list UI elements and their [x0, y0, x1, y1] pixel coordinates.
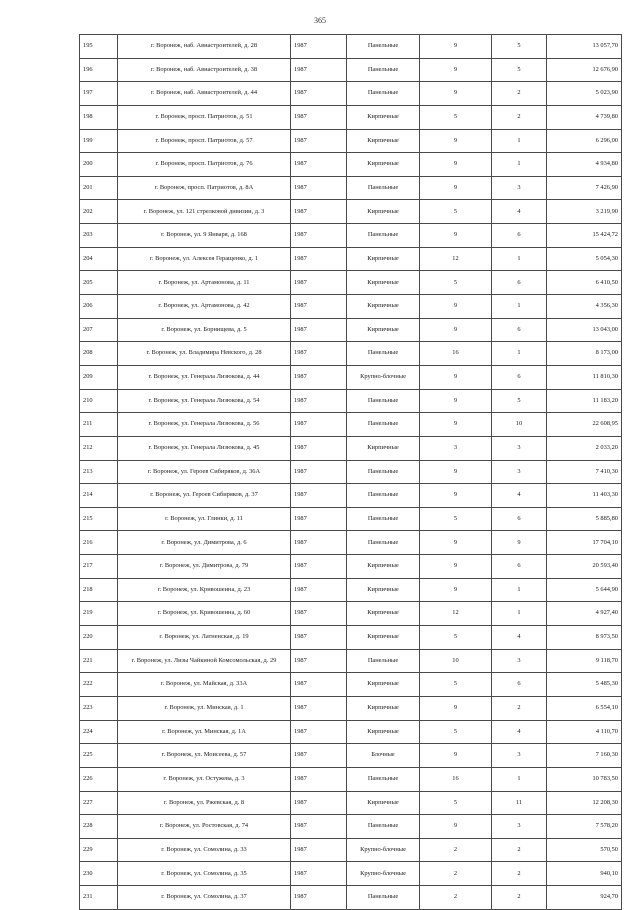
year-cell: 1987 [291, 365, 347, 389]
year-cell: 1987 [291, 105, 347, 129]
year-cell: 1987 [291, 436, 347, 460]
year-cell: 1987 [291, 838, 347, 862]
year-cell: 1987 [291, 673, 347, 697]
table-row [80, 58, 622, 82]
floors-cell: 16 [420, 767, 492, 791]
year-cell: 1987 [291, 82, 347, 106]
table-row [80, 555, 622, 579]
area-cell: 6 554,10 [547, 696, 622, 720]
floors-cell: 9 [420, 153, 492, 177]
address-cell: г. Воронеж, просп. Патриотов, д. 57 [118, 129, 291, 153]
area-cell: 7 426,90 [547, 176, 622, 200]
row-number-cell: 218 [80, 578, 118, 602]
area-cell: 9 118,70 [547, 649, 622, 673]
entrances-cell: 4 [492, 200, 547, 224]
address-cell: г. Воронеж, ул. Генерала Лизюкова, д. 44 [118, 365, 291, 389]
table-row [80, 578, 622, 602]
address-cell: г. Воронеж, ул. Моисеева, д. 57 [118, 744, 291, 768]
entrances-cell: 2 [492, 862, 547, 886]
floors-cell: 9 [420, 35, 492, 59]
wall-material-cell: Кирпичные [347, 555, 420, 579]
entrances-cell: 3 [492, 815, 547, 839]
address-cell: г. Воронеж, ул. Героев Сибиряков, д. 37 [118, 484, 291, 508]
floors-cell: 9 [420, 295, 492, 319]
wall-material-cell: Панельные [347, 460, 420, 484]
table-row [80, 224, 622, 248]
row-number-cell: 208 [80, 342, 118, 366]
address-cell: г. Воронеж, ул. Димитрова, д. 6 [118, 531, 291, 555]
row-number-cell: 198 [80, 105, 118, 129]
table-row [80, 82, 622, 106]
row-number-cell: 200 [80, 153, 118, 177]
year-cell: 1987 [291, 342, 347, 366]
row-number-cell: 204 [80, 247, 118, 271]
floors-cell: 9 [420, 696, 492, 720]
year-cell: 1987 [291, 791, 347, 815]
table-row [80, 413, 622, 437]
row-number-cell: 205 [80, 271, 118, 295]
row-number-cell: 222 [80, 673, 118, 697]
year-cell: 1987 [291, 602, 347, 626]
entrances-cell: 5 [492, 389, 547, 413]
page-number: 365 [314, 16, 326, 25]
address-cell: г. Воронеж, ул. Остужева, д. 3 [118, 767, 291, 791]
address-cell: г. Воронеж, ул. Сомолина, д. 37 [118, 886, 291, 910]
entrances-cell: 6 [492, 271, 547, 295]
area-cell: 3 219,90 [547, 200, 622, 224]
year-cell: 1987 [291, 744, 347, 768]
row-number-cell: 230 [80, 862, 118, 886]
floors-cell: 9 [420, 318, 492, 342]
floors-cell: 9 [420, 82, 492, 106]
floors-cell: 3 [420, 436, 492, 460]
wall-material-cell: Панельные [347, 767, 420, 791]
address-cell: г. Воронеж, ул. Артамонова, д. 42 [118, 295, 291, 319]
table-row [80, 720, 622, 744]
area-cell: 2 033,20 [547, 436, 622, 460]
entrances-cell: 1 [492, 602, 547, 626]
year-cell: 1987 [291, 413, 347, 437]
entrances-cell: 6 [492, 555, 547, 579]
row-number-cell: 224 [80, 720, 118, 744]
entrances-cell: 3 [492, 176, 547, 200]
area-cell: 7 410,30 [547, 460, 622, 484]
table-row [80, 176, 622, 200]
table-row [80, 365, 622, 389]
table-row [80, 626, 622, 650]
address-cell: г. Воронеж, ул. Артамонова, д. 11 [118, 271, 291, 295]
area-cell: 12 208,30 [547, 791, 622, 815]
table-row [80, 602, 622, 626]
floors-cell: 12 [420, 247, 492, 271]
floors-cell: 5 [420, 105, 492, 129]
area-cell: 13 043,00 [547, 318, 622, 342]
row-number-cell: 216 [80, 531, 118, 555]
year-cell: 1987 [291, 626, 347, 650]
floors-cell: 2 [420, 838, 492, 862]
row-number-cell: 225 [80, 744, 118, 768]
year-cell: 1987 [291, 224, 347, 248]
wall-material-cell: Крупно-блочные [347, 862, 420, 886]
wall-material-cell: Панельные [347, 531, 420, 555]
entrances-cell: 1 [492, 295, 547, 319]
wall-material-cell: Панельные [347, 484, 420, 508]
year-cell: 1987 [291, 815, 347, 839]
row-number-cell: 199 [80, 129, 118, 153]
address-cell: г. Воронеж, ул. Алексея Геращенко, д. 1 [118, 247, 291, 271]
housing-registry-table [79, 34, 622, 910]
entrances-cell: 2 [492, 696, 547, 720]
year-cell: 1987 [291, 58, 347, 82]
entrances-cell: 10 [492, 413, 547, 437]
floors-cell: 5 [420, 673, 492, 697]
row-number-cell: 231 [80, 886, 118, 910]
table-row [80, 767, 622, 791]
area-cell: 7 578,20 [547, 815, 622, 839]
address-cell: г. Воронеж, ул. Генерала Лизюкова, д. 56 [118, 413, 291, 437]
address-cell: г. Воронеж, просп. Патриотов, д. 51 [118, 105, 291, 129]
entrances-cell: 11 [492, 791, 547, 815]
floors-cell: 5 [420, 720, 492, 744]
area-cell: 940,10 [547, 862, 622, 886]
wall-material-cell: Кирпичные [347, 247, 420, 271]
year-cell: 1987 [291, 862, 347, 886]
floors-cell: 9 [420, 460, 492, 484]
area-cell: 12 676,90 [547, 58, 622, 82]
floors-cell: 5 [420, 507, 492, 531]
row-number-cell: 210 [80, 389, 118, 413]
floors-cell: 5 [420, 271, 492, 295]
address-cell: г. Воронеж, ул. Владимира Невского, д. 28 [118, 342, 291, 366]
row-number-cell: 197 [80, 82, 118, 106]
address-cell: г. Воронеж, ул. Борнищева, д. 5 [118, 318, 291, 342]
wall-material-cell: Кирпичные [347, 626, 420, 650]
year-cell: 1987 [291, 200, 347, 224]
entrances-cell: 5 [492, 58, 547, 82]
floors-cell: 9 [420, 224, 492, 248]
floors-cell: 5 [420, 626, 492, 650]
wall-material-cell: Панельные [347, 413, 420, 437]
floors-cell: 2 [420, 886, 492, 910]
floors-cell: 5 [420, 200, 492, 224]
address-cell: г. Воронеж, ул. Минская, д. 1 [118, 696, 291, 720]
row-number-cell: 215 [80, 507, 118, 531]
table-body [80, 35, 622, 910]
wall-material-cell: Кирпичные [347, 153, 420, 177]
area-cell: 7 160,30 [547, 744, 622, 768]
row-number-cell: 211 [80, 413, 118, 437]
floors-cell: 10 [420, 649, 492, 673]
row-number-cell: 202 [80, 200, 118, 224]
area-cell: 11 183,20 [547, 389, 622, 413]
year-cell: 1987 [291, 696, 347, 720]
floors-cell: 9 [420, 58, 492, 82]
address-cell: г. Воронеж, ул. Минская, д. 1А [118, 720, 291, 744]
year-cell: 1987 [291, 531, 347, 555]
wall-material-cell: Панельные [347, 176, 420, 200]
entrances-cell: 4 [492, 484, 547, 508]
address-cell: г. Воронеж, ул. 9 Января, д. 168 [118, 224, 291, 248]
address-cell: г. Воронеж, ул. Генерала Лизюкова, д. 54 [118, 389, 291, 413]
entrances-cell: 1 [492, 767, 547, 791]
entrances-cell: 9 [492, 531, 547, 555]
entrances-cell: 4 [492, 626, 547, 650]
row-number-cell: 217 [80, 555, 118, 579]
entrances-cell: 2 [492, 82, 547, 106]
row-number-cell: 203 [80, 224, 118, 248]
wall-material-cell: Кирпичные [347, 673, 420, 697]
entrances-cell: 6 [492, 673, 547, 697]
wall-material-cell: Кирпичные [347, 696, 420, 720]
row-number-cell: 212 [80, 436, 118, 460]
row-number-cell: 213 [80, 460, 118, 484]
address-cell: г. Воронеж, наб. Авиастроителей, д. 38 [118, 58, 291, 82]
entrances-cell: 6 [492, 507, 547, 531]
year-cell: 1987 [291, 247, 347, 271]
entrances-cell: 6 [492, 365, 547, 389]
area-cell: 5 644,90 [547, 578, 622, 602]
address-cell: г. Воронеж, ул. Латненская, д. 19 [118, 626, 291, 650]
wall-material-cell: Кирпичные [347, 436, 420, 460]
entrances-cell: 3 [492, 436, 547, 460]
wall-material-cell: Кирпичные [347, 295, 420, 319]
entrances-cell: 1 [492, 129, 547, 153]
address-cell: г. Воронеж, ул. 121 стрелковой дивизии, д. 3 [118, 200, 291, 224]
table-row [80, 129, 622, 153]
address-cell: г. Воронеж, ул. Кривошеина, д. 60 [118, 602, 291, 626]
wall-material-cell: Кирпичные [347, 271, 420, 295]
area-cell: 17 704,10 [547, 531, 622, 555]
year-cell: 1987 [291, 35, 347, 59]
address-cell: г. Воронеж, ул. Сомолина, д. 35 [118, 862, 291, 886]
floors-cell: 5 [420, 791, 492, 815]
year-cell: 1987 [291, 129, 347, 153]
entrances-cell: 3 [492, 744, 547, 768]
wall-material-cell: Панельные [347, 649, 420, 673]
area-cell: 13 057,70 [547, 35, 622, 59]
table-row [80, 838, 622, 862]
entrances-cell: 5 [492, 35, 547, 59]
wall-material-cell: Блочные [347, 744, 420, 768]
wall-material-cell: Панельные [347, 82, 420, 106]
row-number-cell: 209 [80, 365, 118, 389]
wall-material-cell: Панельные [347, 342, 420, 366]
floors-cell: 9 [420, 176, 492, 200]
area-cell: 6 296,00 [547, 129, 622, 153]
wall-material-cell: Панельные [347, 389, 420, 413]
address-cell: г. Воронеж, наб. Авиастроителей, д. 28 [118, 35, 291, 59]
entrances-cell: 6 [492, 224, 547, 248]
floors-cell: 2 [420, 862, 492, 886]
address-cell: г. Воронеж, ул. Генерала Лизюкова, д. 45 [118, 436, 291, 460]
wall-material-cell: Панельные [347, 58, 420, 82]
address-cell: г. Воронеж, ул. Сомолина, д. 33 [118, 838, 291, 862]
year-cell: 1987 [291, 484, 347, 508]
table-row [80, 436, 622, 460]
floors-cell: 9 [420, 365, 492, 389]
wall-material-cell: Панельные [347, 815, 420, 839]
row-number-cell: 220 [80, 626, 118, 650]
address-cell: г. Воронеж, наб. Авиастроителей, д. 44 [118, 82, 291, 106]
area-cell: 5 485,30 [547, 673, 622, 697]
table-row [80, 389, 622, 413]
row-number-cell: 227 [80, 791, 118, 815]
area-cell: 15 424,72 [547, 224, 622, 248]
row-number-cell: 207 [80, 318, 118, 342]
area-cell: 6 410,50 [547, 271, 622, 295]
year-cell: 1987 [291, 389, 347, 413]
area-cell: 10 783,50 [547, 767, 622, 791]
entrances-cell: 2 [492, 838, 547, 862]
floors-cell: 9 [420, 531, 492, 555]
area-cell: 5 885,80 [547, 507, 622, 531]
table-row [80, 531, 622, 555]
row-number-cell: 201 [80, 176, 118, 200]
table-row [80, 342, 622, 366]
area-cell: 8 173,00 [547, 342, 622, 366]
table-row [80, 460, 622, 484]
year-cell: 1987 [291, 271, 347, 295]
year-cell: 1987 [291, 176, 347, 200]
address-cell: г. Воронеж, ул. Ржевская, д. 8 [118, 791, 291, 815]
table-row [80, 673, 622, 697]
row-number-cell: 219 [80, 602, 118, 626]
wall-material-cell: Крупно-блочные [347, 365, 420, 389]
year-cell: 1987 [291, 886, 347, 910]
entrances-cell: 1 [492, 247, 547, 271]
row-number-cell: 195 [80, 35, 118, 59]
row-number-cell: 214 [80, 484, 118, 508]
row-number-cell: 206 [80, 295, 118, 319]
year-cell: 1987 [291, 507, 347, 531]
area-cell: 4 739,80 [547, 105, 622, 129]
wall-material-cell: Кирпичные [347, 129, 420, 153]
entrances-cell: 1 [492, 153, 547, 177]
entrances-cell: 6 [492, 318, 547, 342]
address-cell: г. Воронеж, просп. Патриотов, д. 8А [118, 176, 291, 200]
floors-cell: 9 [420, 578, 492, 602]
address-cell: г. Воронеж, ул. Лизы Чайкиной Комсомольская, д. 29 [118, 649, 291, 673]
wall-material-cell: Кирпичные [347, 602, 420, 626]
table-row [80, 696, 622, 720]
table-row [80, 791, 622, 815]
floors-cell: 9 [420, 555, 492, 579]
wall-material-cell: Кирпичные [347, 105, 420, 129]
table-row [80, 484, 622, 508]
wall-material-cell: Панельные [347, 507, 420, 531]
year-cell: 1987 [291, 318, 347, 342]
table-row [80, 105, 622, 129]
wall-material-cell: Панельные [347, 224, 420, 248]
row-number-cell: 196 [80, 58, 118, 82]
floors-cell: 9 [420, 129, 492, 153]
floors-cell: 16 [420, 342, 492, 366]
row-number-cell: 221 [80, 649, 118, 673]
table-row [80, 200, 622, 224]
year-cell: 1987 [291, 153, 347, 177]
floors-cell: 12 [420, 602, 492, 626]
row-number-cell: 223 [80, 696, 118, 720]
wall-material-cell: Кирпичные [347, 578, 420, 602]
area-cell: 4 110,70 [547, 720, 622, 744]
entrances-cell: 1 [492, 578, 547, 602]
table-row [80, 886, 622, 910]
year-cell: 1987 [291, 295, 347, 319]
entrances-cell: 3 [492, 460, 547, 484]
table-row [80, 649, 622, 673]
wall-material-cell: Кирпичные [347, 318, 420, 342]
row-number-cell: 228 [80, 815, 118, 839]
address-cell: г. Воронеж, ул. Кривошеина, д. 23 [118, 578, 291, 602]
floors-cell: 9 [420, 815, 492, 839]
area-cell: 5 054,30 [547, 247, 622, 271]
table-row [80, 295, 622, 319]
wall-material-cell: Крупно-блочные [347, 838, 420, 862]
row-number-cell: 226 [80, 767, 118, 791]
table-row [80, 507, 622, 531]
address-cell: г. Воронеж, ул. Глинки, д. 11 [118, 507, 291, 531]
address-cell: г. Воронеж, ул. Майская, д. 33А [118, 673, 291, 697]
table-row [80, 744, 622, 768]
entrances-cell: 2 [492, 105, 547, 129]
year-cell: 1987 [291, 578, 347, 602]
area-cell: 11 810,30 [547, 365, 622, 389]
area-cell: 22 608,95 [547, 413, 622, 437]
area-cell: 4 927,40 [547, 602, 622, 626]
table-row [80, 271, 622, 295]
floors-cell: 9 [420, 744, 492, 768]
year-cell: 1987 [291, 767, 347, 791]
area-cell: 8 973,50 [547, 626, 622, 650]
address-cell: г. Воронеж, ул. Героев Сибиряков, д. 36А [118, 460, 291, 484]
area-cell: 5 023,90 [547, 82, 622, 106]
table-row [80, 862, 622, 886]
entrances-cell: 2 [492, 886, 547, 910]
floors-cell: 9 [420, 484, 492, 508]
table-row [80, 815, 622, 839]
entrances-cell: 1 [492, 342, 547, 366]
address-cell: г. Воронеж, ул. Димитрова, д. 79 [118, 555, 291, 579]
table-row [80, 35, 622, 59]
wall-material-cell: Кирпичные [347, 720, 420, 744]
row-number-cell: 229 [80, 838, 118, 862]
wall-material-cell: Панельные [347, 35, 420, 59]
table-row [80, 247, 622, 271]
area-cell: 4 934,80 [547, 153, 622, 177]
entrances-cell: 3 [492, 649, 547, 673]
area-cell: 570,50 [547, 838, 622, 862]
wall-material-cell: Кирпичные [347, 200, 420, 224]
year-cell: 1987 [291, 460, 347, 484]
floors-cell: 9 [420, 389, 492, 413]
year-cell: 1987 [291, 555, 347, 579]
wall-material-cell: Кирпичные [347, 791, 420, 815]
area-cell: 20 593,40 [547, 555, 622, 579]
address-cell: г. Воронеж, просп. Патриотов, д. 76 [118, 153, 291, 177]
area-cell: 11 403,30 [547, 484, 622, 508]
address-cell: г. Воронеж, ул. Ростовская, д. 74 [118, 815, 291, 839]
entrances-cell: 4 [492, 720, 547, 744]
table-row [80, 318, 622, 342]
area-cell: 924,70 [547, 886, 622, 910]
floors-cell: 9 [420, 413, 492, 437]
table-row [80, 153, 622, 177]
year-cell: 1987 [291, 720, 347, 744]
area-cell: 4 356,30 [547, 295, 622, 319]
wall-material-cell: Панельные [347, 886, 420, 910]
year-cell: 1987 [291, 649, 347, 673]
